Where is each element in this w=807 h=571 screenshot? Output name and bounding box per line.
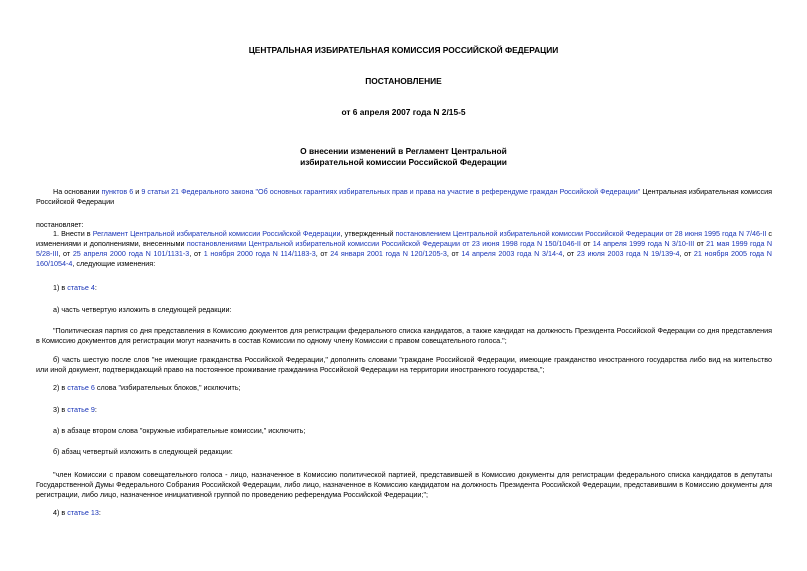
sub-item-2-text: 2) в (53, 383, 68, 392)
item-1-link-2[interactable]: постановлением Центральной избирательной комиссии Российской Федерации от 28 июня 1995 года N 7/46-II (395, 229, 767, 238)
item-1-link-6[interactable]: 25 апреля 2000 года N 101/1131-3 (72, 249, 190, 258)
item-1-text-12: , следующие изменения: (72, 259, 156, 268)
sub-item-4-link[interactable]: статье 13 (67, 508, 99, 517)
item-1-link-11[interactable]: 21 ноября 2005 года N 160/1054-4 (36, 249, 772, 268)
preamble-link-2[interactable]: 9 статьи 21 Федерального закона "Об основных гарантиях избирательных прав и права на участие в референдуме граждан Российской Федерации" (141, 187, 641, 196)
doc-title (0, 146, 807, 168)
item-1-link-7[interactable]: 1 ноября 2000 года N 114/1183-3 (203, 249, 316, 258)
item-1-link-3[interactable]: постановлениями Центральной избирательной комиссии Российской Федерации от 23 июня 1998 года N 150/1046-II (186, 239, 581, 248)
item-1-text-3: с изменениями и дополнениями, внесенными (36, 229, 773, 248)
item-1-text-1: 1. Внести в (53, 229, 93, 238)
sub-item-1 (36, 283, 772, 293)
item-1-link-5[interactable]: 21 мая 1999 года N 5/28-III (36, 239, 773, 258)
sub-item-2-tail: слова "избирательных блоков," исключить; (94, 383, 241, 392)
decides-text: постановляет: (36, 220, 84, 229)
sub-item-1a-quote: "Политическая партия со дня представления в Комиссию документов для регистрации федерального списка кандидатов, а также кандидат на должность Президента Российской Федерации со дня представления в Комиссию документов для регистрации могут назначить в состав Комиссии по одному члену Комиссии с правом совещательного голоса."; (36, 326, 772, 345)
item-1-text-11: , от (679, 249, 694, 258)
item-1-text-9: , от (446, 249, 462, 258)
item-1-link-4[interactable]: 14 апреля 1999 года N 3/10-III (592, 239, 695, 248)
sub-item-3-text: 3) в (53, 405, 68, 414)
sub-item-3b-quote: "член Комиссии с правом совещательного голоса - лицо, назначенное в Комиссию политической партией, представившей в Комиссию документы для регистрации федерального списка кандидатов в депутаты Государственной Думы Федерального Собрания Российской Федерации, либо лицо, назначенное в Комиссию кандидатом на должность Президента Российской Федерации, представившим в Комиссию документы для регистрации, либо лицо, назначенное инициативной группой по проведению референдума Российской Федерации;"; (36, 470, 772, 499)
sub-item-1-link[interactable]: статье 4 (67, 283, 95, 292)
doc-type: ПОСТАНОВЛЕНИЕ (365, 76, 442, 86)
sub-item-1-tail: : (94, 283, 97, 292)
item-1-text-10: , от (562, 249, 577, 258)
sub-item-2 (36, 383, 772, 393)
item-1-link-10[interactable]: 23 июля 2003 года N 19/139-4 (576, 249, 680, 258)
sub-item-2-link[interactable]: статье 6 (67, 383, 95, 392)
sub-item-3 (36, 405, 772, 415)
doc-title-line-2: избирательной комиссии Российской Федерации (300, 157, 507, 167)
preamble-text-1: На основании (53, 187, 102, 196)
sub-item-3-tail: : (94, 405, 97, 414)
item-1-text-4: от (580, 239, 593, 248)
item-1-text-2: , утвержденный (340, 229, 396, 238)
item-1-link-8[interactable]: 24 января 2001 года N 120/1205-3 (330, 249, 447, 258)
org-name: ЦЕНТРАЛЬНАЯ ИЗБИРАТЕЛЬНАЯ КОМИССИЯ РОССИЙСКОЙ ФЕДЕРАЦИИ (248, 45, 559, 55)
item-1-text-5: от (694, 239, 707, 248)
sub-item-1a: а) часть четвертую изложить в следующей редакции: (53, 305, 232, 314)
sub-item-3a: а) в абзаце втором слова "окружные избирательные комиссии," исключить; (53, 426, 306, 435)
item-1-text-8: , от (315, 249, 331, 258)
item-1-link-1[interactable]: Регламент Центральной избирательной комиссии Российской Федерации (92, 229, 341, 238)
preamble-text-3: Центральная избирательная комиссия Российской Федерации (36, 187, 772, 206)
item-1-text-6: , от (58, 249, 73, 258)
sub-item-3-link[interactable]: статье 9 (67, 405, 95, 414)
sub-item-4-tail: : (98, 508, 101, 517)
item-1-link-9[interactable]: 14 апреля 2003 года N 3/14-4 (461, 249, 563, 258)
doc-date-number: от 6 апреля 2007 года N 2/15-5 (341, 107, 466, 117)
doc-title-line-1: О внесении изменений в Регламент Центральной (300, 146, 507, 156)
sub-item-4-text: 4) в (53, 508, 68, 517)
preamble-paragraph (36, 187, 772, 207)
preamble-link-1[interactable]: пунктов 6 (101, 187, 134, 196)
sub-item-1-text: 1) в (53, 283, 68, 292)
sub-item-4 (36, 508, 772, 518)
item-1-paragraph (36, 229, 772, 269)
sub-item-3b: б) абзац четвертый изложить в следующей редакции: (53, 447, 233, 456)
sub-item-1b: б) часть шестую после слов "не имеющие гражданства Российской Федерации," дополнить словами "граждане Российской Федерации, имеющие гражданство иностранного государства либо вид на жительство или иной документ, подтверждающий право на постоянное проживание гражданина Российской Федерации на территории иностранного государства,"; (36, 355, 772, 374)
item-1-text-7: , от (189, 249, 204, 258)
preamble-text-2: и (133, 187, 142, 196)
